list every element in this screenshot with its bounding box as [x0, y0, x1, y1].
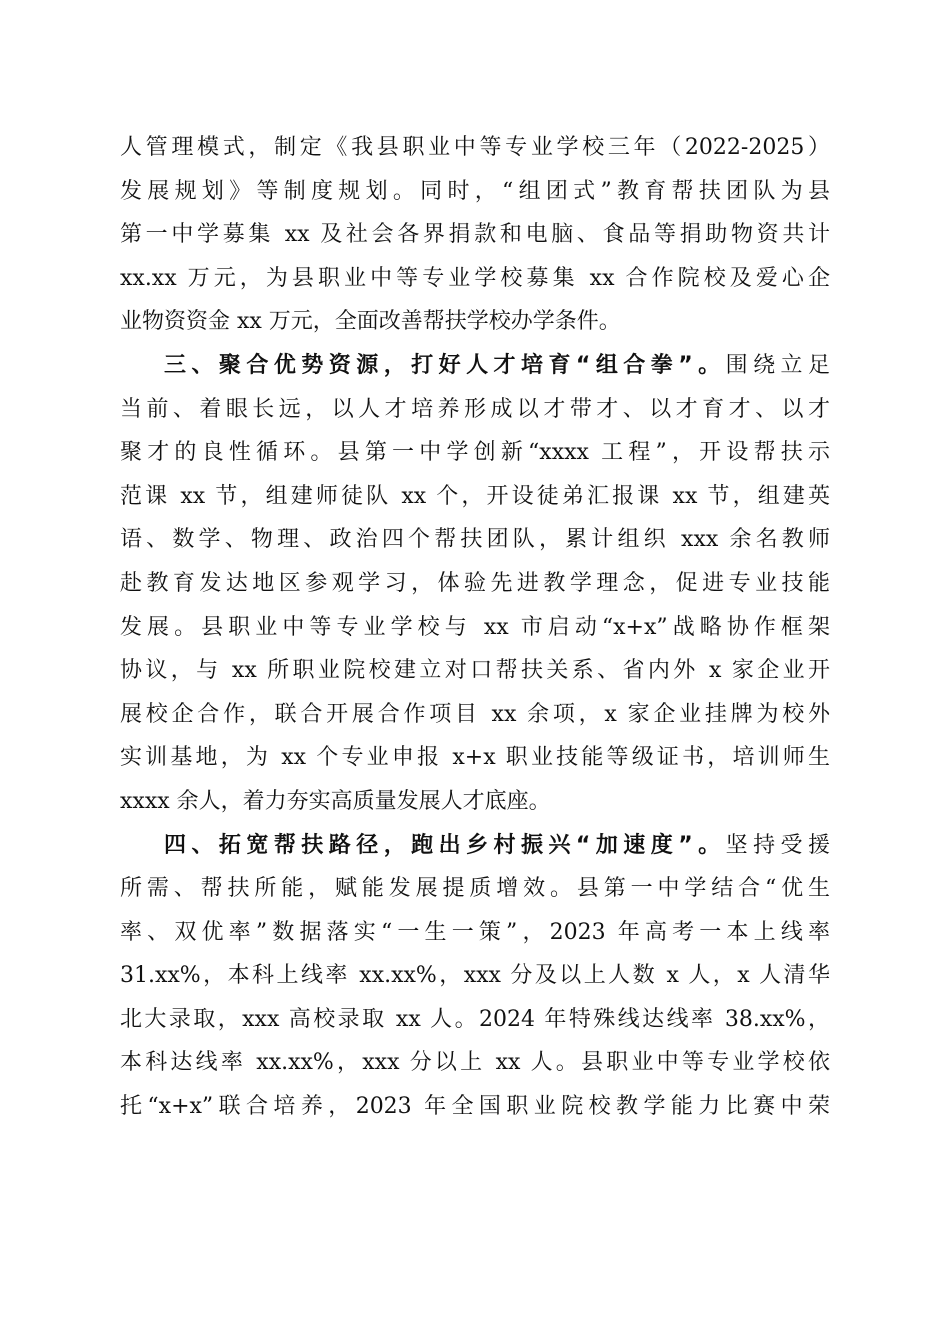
- text-line: [120, 344, 830, 388]
- section-heading-4: 四、拓宽帮扶路径，跑出乡村振兴“加速度”。: [164, 832, 726, 858]
- text-line: 当前、着眼长远，以人才培养形成以才带才、以才育才、以才: [120, 396, 830, 422]
- text-line: 率、双优率”数据落实“一生一策”，2023 年高考一本上线率: [120, 919, 830, 945]
- text-line: [120, 824, 830, 868]
- text-line: 聚才的良性循环。县第一中学创新“xxxx 工程”，开设帮扶示: [120, 440, 830, 466]
- text-line: 所需、帮扶所能，赋能发展提质增效。县第一中学结合“优生: [120, 876, 830, 902]
- text-line: 赴教育发达地区参观学习，体验先进教学理念，促进专业技能: [120, 570, 830, 596]
- text-line: 发展。县职业中等专业学校与 xx 市启动“x+x”战略协作框架: [120, 614, 830, 640]
- document-body: [120, 126, 830, 1129]
- text-run: 围绕立足: [725, 352, 830, 378]
- text-line: 发展规划》等制度规划。同时，“组团式”教育帮扶团队为县: [120, 178, 830, 204]
- section-heading-3: 三、聚合优势资源，打好人才培育“组合拳”。: [164, 352, 726, 378]
- text-line: 北大录取，xxx 高校录取 xx 人。2024 年特殊线达线率 38.xx%，: [120, 1006, 830, 1032]
- text-line: 展校企合作，联合开展合作项目 xx 余项，x 家企业挂牌为校外: [120, 701, 830, 727]
- text-line: 范课 xx 节，组建师徒队 xx 个，开设徒弟汇报课 xx 节，组建英: [120, 483, 830, 509]
- text-line: 31.xx%，本科上线率 xx.xx%，xxx 分及以上人数 x 人，x 人清华: [120, 963, 830, 989]
- paragraph-2: [120, 344, 830, 824]
- text-line: xx.xx 万元，为县职业中等专业学校募集 xx 合作院校及爱心企: [120, 265, 830, 291]
- text-line: 人管理模式，制定《我县职业中等专业学校三年（2022-2025）: [120, 135, 830, 160]
- text-line: 第一中学募集 xx 及社会各界捐款和电脑、食品等捐助物资共计: [120, 222, 830, 248]
- text-line: 语、数学、物理、政治四个帮扶团队，累计组织 xxx 余名教师: [120, 527, 830, 553]
- text-line: xxxx 余人，着力夯实高质量发展人才底座。: [120, 788, 551, 814]
- text-line: 实训基地，为 xx 个专业申报 x+x 职业技能等级证书，培训师生: [120, 745, 830, 771]
- paragraph-3: [120, 824, 830, 1129]
- text-run: 坚持受援: [725, 832, 830, 858]
- text-line: 协议，与 xx 所职业院校建立对口帮扶关系、省内外 x 家企业开: [120, 658, 830, 684]
- text-line: 托“x+x”联合培养，2023 年全国职业院校教学能力比赛中荣: [120, 1094, 830, 1120]
- text-line: 本科达线率 xx.xx%，xxx 分以上 xx 人。县职业中等专业学校依: [120, 1050, 830, 1076]
- text-line: 业物资资金 xx 万元，全面改善帮扶学校办学条件。: [120, 309, 621, 335]
- paragraph-1: [120, 126, 830, 344]
